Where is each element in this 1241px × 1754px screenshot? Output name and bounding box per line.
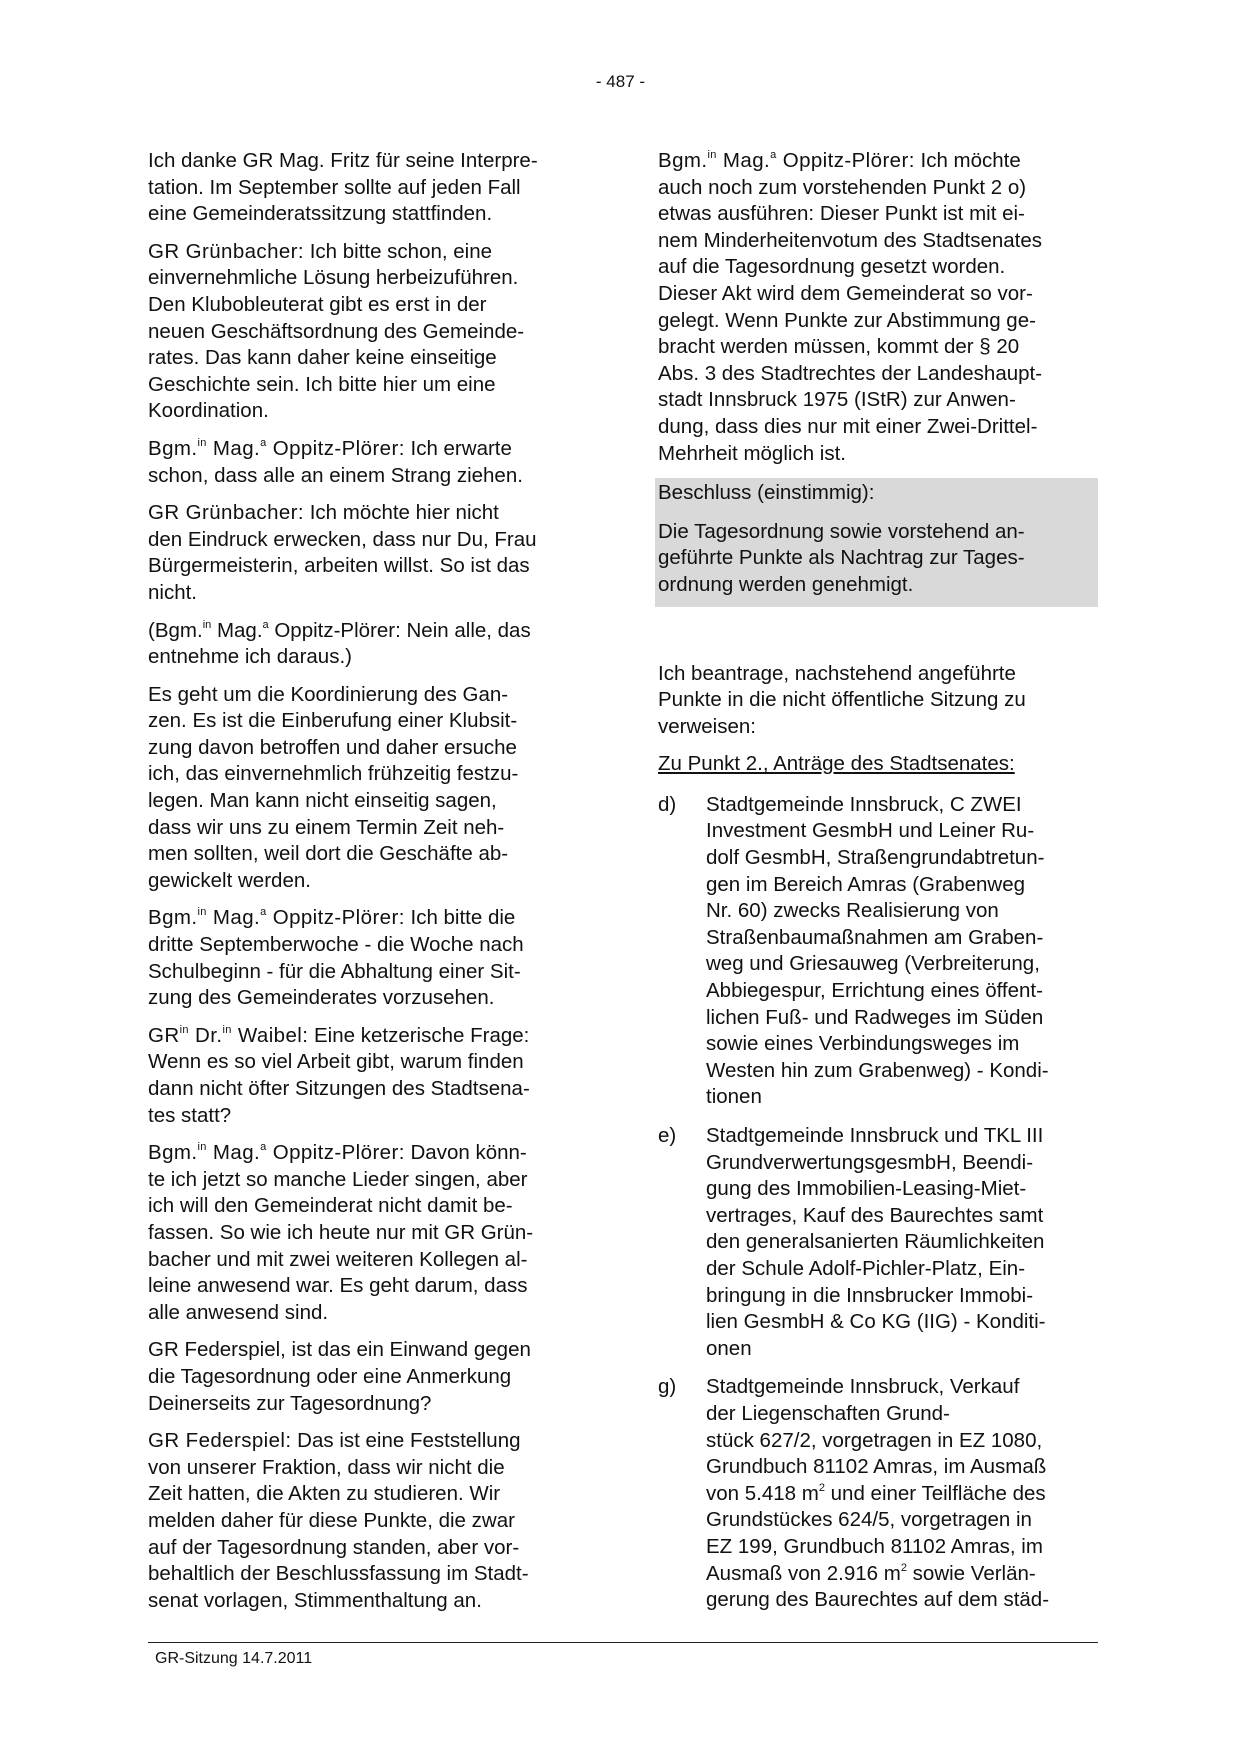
speaker-name: $GR^{in}$ Dr.$^{in}$ Waibel: bbox=[148, 1023, 309, 1047]
paragraph-text: GR Federspiel, ist das ein Einwand gegen die Tagesordnung oder eine Anmerkung Deinerseits zur Tagesordnung? bbox=[148, 1338, 531, 1415]
speaker-name: GR Grünbacher: bbox=[148, 501, 304, 525]
paragraph bbox=[148, 1428, 590, 1614]
paragraph bbox=[148, 500, 590, 606]
paragraph-text: Ich erwarte schon, dass alle an einem Strang ziehen. bbox=[148, 436, 523, 487]
list-item bbox=[658, 792, 1098, 1111]
paragraph bbox=[148, 239, 590, 425]
section-heading: Zu Punkt 2., Anträge des Stadtsenates: bbox=[658, 752, 1015, 776]
paragraph-text: Ich möchte auch noch zum vorstehenden Punkt 2 o) etwas ausführen: Dieser Punkt ist mit ei- nem Minderheitenvotum des Stadtsenates auf die Tagesordnung gesetzt worden. Dieser Akt wird dem Gemeinderat so vor- gelegt. Wenn Punkte zur Abstimmung ge- bracht werden müssen, kommt der § 20 Abs. 3 des Stadtrechtes der Landeshaupt- stadt Innsbruck 1975 (IStR) zur Anwen- dung, dass dies nur mit einer Zwei-Drittel- Mehrheit möglich ist. bbox=[658, 149, 1043, 465]
paragraph bbox=[148, 618, 590, 671]
paragraph-text: Das ist eine Feststellung von unserer Fraktion, dass wir nicht die Zeit hatten, die Akten zu studieren. Wir melden daher für diese Punkte, die zwar auf der Tagesordnung standen, aber vor- behaltlich der Beschlussfassung im Stadt- senat vorlagen, Stimmenthaltung an. bbox=[148, 1429, 529, 1612]
paragraph-text: Ich bitte die dritte Septemberwoche - die Woche nach Schulbeginn - für die Abhaltung einer Sit- zung des Gemeinderates vorzusehen. bbox=[148, 906, 524, 1010]
speaker-name: Bgm.$^{in}$ Mag.$^a$ Oppitz-Plörer: bbox=[148, 906, 405, 930]
paragraph-text: (Bgm.$^{in}$ Mag.$^a$ Oppitz-Plörer: Nein alle, das entnehme ich daraus.) bbox=[148, 618, 531, 669]
paragraph-text: Davon könn- te ich jetzt so manche Lieder singen, aber ich will den Gemeinderat nicht damit be- fassen. So wie ich heute nur mit GR Grün- bacher und mit zwei weiteren Kollegen al- leine anwesend war. Es geht darum, dass alle anwesend sind. bbox=[148, 1141, 534, 1324]
spacer bbox=[658, 607, 1098, 661]
speaker-name: Bgm.$^{in}$ Mag.$^a$ Oppitz-Plörer: bbox=[148, 436, 405, 460]
paragraph bbox=[148, 1023, 590, 1129]
paragraph bbox=[148, 1337, 590, 1417]
paragraph bbox=[148, 436, 590, 489]
left-column bbox=[148, 148, 590, 1625]
item-text: Stadtgemeinde Innsbruck, C ZWEI Investment GesmbH und Leiner Ru- dolf GesmbH, Straßengrundabtretun- gen im Bereich Amras (Grabenweg Nr. 60) zwecks Realisierung von Straßenbaumaßnahmen am Graben- weg und Griesauweg (Verbreiterung, Abbiegespur, Errichtung eines öffent- lichen Fuß- und Radweges im Süden sowie eines Verbindungsweges im Westen hin zum Grabenweg) - Kondi- tionen bbox=[706, 792, 1049, 1109]
list-item bbox=[658, 1374, 1098, 1613]
paragraph bbox=[148, 905, 590, 1011]
decision-heading: Beschluss (einstimmig): bbox=[658, 481, 875, 505]
footer-text: GR-Sitzung 14.7.2011 bbox=[155, 1650, 313, 1667]
paragraph bbox=[148, 682, 590, 895]
decision-text: Die Tagesordnung sowie vorstehend an- geführte Punkte als Nachtrag zur Tages- ordnung werden genehmigt. bbox=[658, 519, 1025, 596]
item-label: d) bbox=[658, 792, 677, 816]
speaker-name: GR Grünbacher: bbox=[148, 239, 304, 263]
paragraph bbox=[148, 1140, 590, 1326]
paragraph-text: Eine ketzerische Frage: Wenn es so viel Arbeit gibt, warum finden dann nicht öfter Sitzungen des Stadtsena- tes statt? bbox=[148, 1023, 530, 1127]
speaker-name: Bgm.$^{in}$ Mag.$^a$ Oppitz-Plörer: bbox=[658, 149, 915, 172]
right-column bbox=[658, 148, 1098, 1626]
paragraph bbox=[658, 148, 1098, 467]
footer-divider bbox=[148, 1642, 1098, 1643]
item-text: Stadtgemeinde Innsbruck und TKL III GrundverwertungsgesmbH, Beendi- gung des Immobilien-Leasing-Miet- vertrages, Kauf des Baurechtes samt den generalsanierten Räumlichkeiten der Schule Adolf-Pichler-Platz, Ein- bringung in die Innsbrucker Immobi- lien GesmbH & Co KG (IIG) - Konditi- onen bbox=[706, 1124, 1046, 1360]
paragraph bbox=[148, 148, 590, 228]
paragraph-text: Ich bitte schon, eine einvernehmliche Lösung herbeizuführen. Den Klubobleuterat gibt es erst in der neuen Geschäftsordnung des Gemeinde- rates. Das kann daher keine einseitige Geschichte sein. Ich bitte hier um eine Koordination. bbox=[148, 239, 525, 423]
item-label: g) bbox=[658, 1375, 677, 1399]
speaker-name: GR Federspiel: bbox=[148, 1429, 292, 1453]
paragraph-text: Ich möchte hier nicht den Eindruck erwecken, dass nur Du, Frau Bürgermeisterin, arbeiten willst. So ist das nicht. bbox=[148, 501, 537, 604]
motion-text: Ich beantrage, nachstehend angeführte Punkte in die nicht öffentliche Sitzung zu verweisen: bbox=[658, 661, 1026, 738]
list-item bbox=[658, 1123, 1098, 1362]
page-number: - 487 - bbox=[595, 72, 646, 91]
paragraph-text: Es geht um die Koordinierung des Gan- zen. Es ist die Einberufung einer Klubsit- zung davon betroffen und daher ersuche ich, das einvernehmlich frühzeitig festzu- legen. Man kann nicht einseitig sagen, dass wir uns zu einem Termin Zeit neh- men sollten, weil dort die Geschäfte ab- gewickelt werden. bbox=[148, 682, 519, 892]
speaker-name: Bgm.$^{in}$ Mag.$^a$ Oppitz-Plörer: bbox=[148, 1141, 405, 1165]
item-label: e) bbox=[658, 1124, 677, 1147]
item-text: Stadtgemeinde Innsbruck, Verkauf der Liegenschaften Grund- stück 627/2, vorgetragen in EZ 1080, Grundbuch 81102 Amras, im Ausmaß von 5.418 $m^2$ und einer Teilfläche des Grundstückes 624/5, vorgetragen in EZ 199, Grundbuch 81102 Amras, im Ausmaß von 2.916 $m^2$ sowie Verlän- gerung des Baurechtes auf dem städ- bbox=[706, 1375, 1050, 1612]
paragraph-text: Ich danke GR Mag. Fritz für seine Interpre- tation. Im September sollte auf jeden Fall eine Gemeinderatssitzung stattfinden. bbox=[148, 149, 538, 226]
decision-box bbox=[655, 478, 1098, 606]
